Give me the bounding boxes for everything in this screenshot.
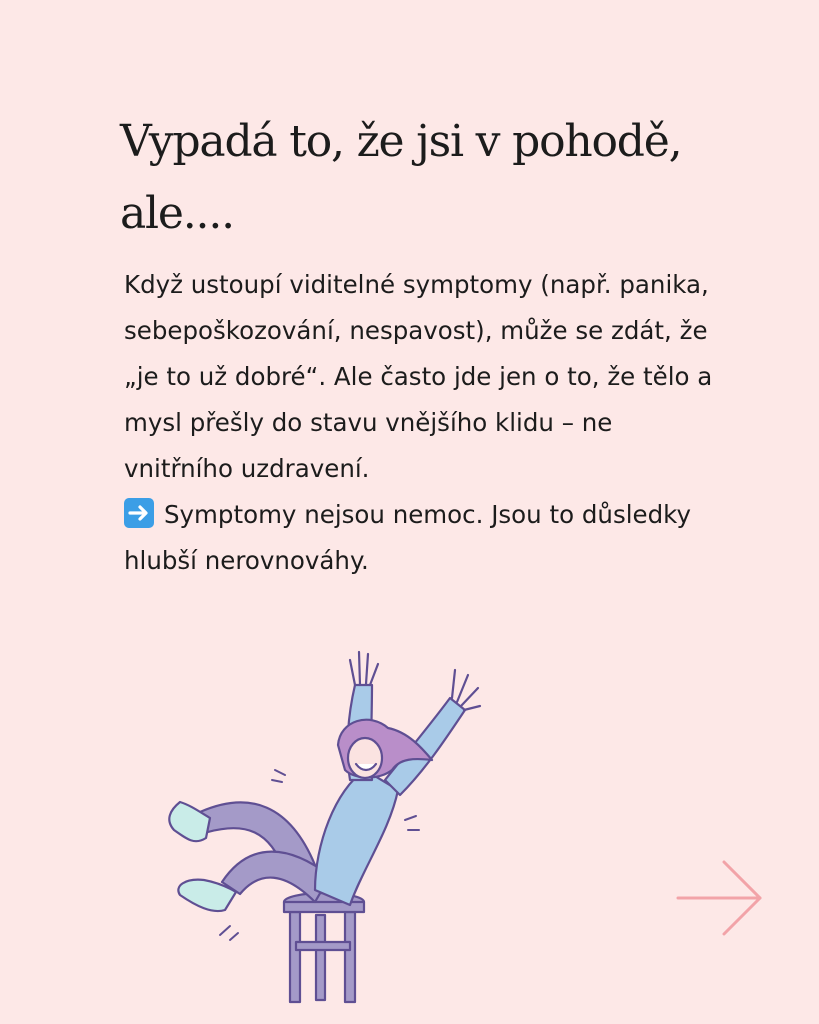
right-arrow-emoji-icon	[124, 498, 154, 528]
hand-left	[350, 652, 378, 685]
stool	[284, 893, 364, 1002]
leg-lower	[222, 852, 330, 902]
body-paragraph: Když ustoupí viditelné symptomy (např. panika, sebepoškozování, nespavost), může se zdát, že „je to už dobré“. Ale často jde jen o to, že tělo a mysl přešly do stavu vnějšího klidu – ne vnitřního uzdravení.	[124, 270, 713, 483]
shoe-upper	[169, 802, 210, 841]
sweater	[315, 770, 398, 905]
highlight-line	[124, 492, 724, 584]
face	[348, 738, 382, 778]
slide-title	[120, 106, 740, 250]
next-slide-arrow-icon[interactable]	[676, 858, 766, 938]
woman-falling-off-stool-illustration	[140, 640, 500, 1010]
title-line-1: Vypadá to, že jsi v pohodě,	[120, 116, 682, 167]
slide-body	[124, 262, 724, 584]
title-line-2: ale....	[120, 188, 234, 239]
highlight-text: Symptomy nejsou nemoc. Jsou to důsledky hlubší nerovnováhy.	[124, 500, 691, 575]
